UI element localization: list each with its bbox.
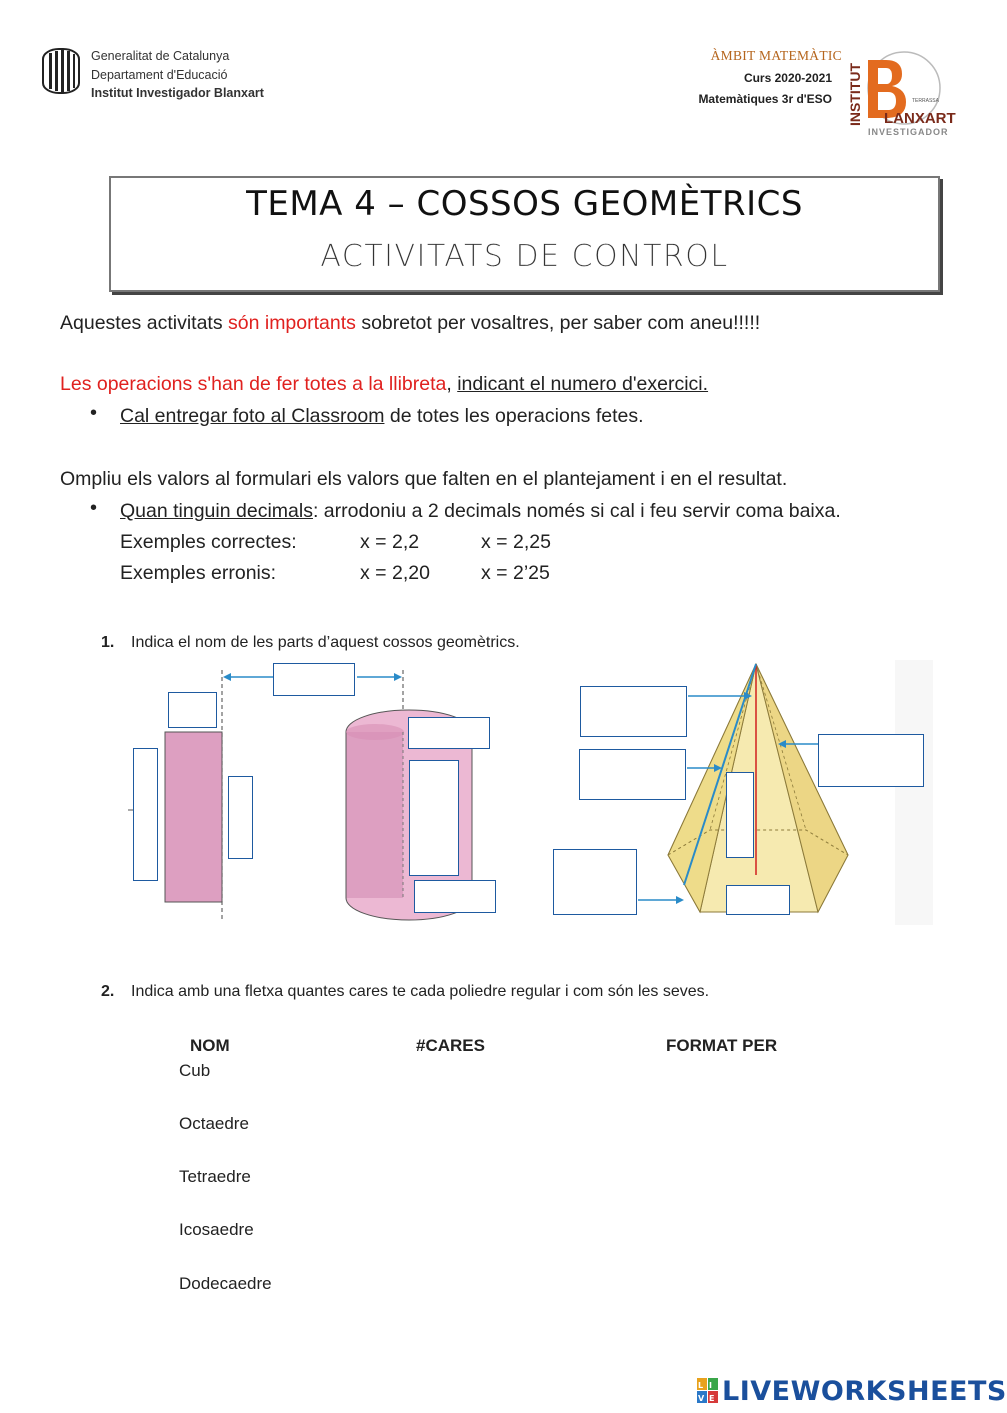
answer-box-face[interactable] xyxy=(818,734,924,787)
instructions-underlined: indicant el numero d'exercici. xyxy=(457,373,709,395)
answer-box-height[interactable] xyxy=(726,772,754,858)
answer-box-circumference[interactable] xyxy=(273,663,355,696)
list-item: Icosaedre xyxy=(179,1220,254,1239)
example-wrong-1: x = 2,20 xyxy=(360,562,430,584)
bullet-dot: • xyxy=(90,402,98,424)
blanxart-logo xyxy=(846,46,956,138)
list-item: Cub xyxy=(179,1061,211,1080)
svg-text:L: L xyxy=(698,1381,704,1390)
bullet-classroom xyxy=(120,405,644,428)
answer-box-base[interactable] xyxy=(726,885,790,915)
intro-text-red: són importants xyxy=(228,312,356,334)
bullet-classroom-rest: de totes les operacions fetes. xyxy=(384,405,644,427)
instructions-red: Les operacions s'han de fer totes a la llibreta xyxy=(60,373,447,395)
bullet-decimals-rest: : arrodoniu a 2 decimals només si cal i feu servir coma baixa. xyxy=(312,500,841,522)
generalitat-emblem-icon xyxy=(42,48,80,94)
instructions-comma: , xyxy=(446,373,458,395)
answer-box-base-top[interactable] xyxy=(408,717,490,749)
ambit-label: ÀMBIT MATEMÀTIC xyxy=(710,48,842,63)
answer-box-apothem[interactable] xyxy=(553,849,637,915)
bullet-classroom-underlined: Cal entregar foto al Classroom xyxy=(120,405,385,427)
answer-box-edge[interactable] xyxy=(579,749,686,800)
subject-label: Matemàtiques 3r d'ESO xyxy=(698,92,832,106)
intro-text-b: sobretot per vosaltres, per saber com aneu!!!!! xyxy=(355,312,761,334)
svg-text:V: V xyxy=(698,1394,705,1403)
page-title: TEMA 4 – COSSOS GEOMÈTRICS xyxy=(246,184,803,224)
gen-line-1: Generalitat de Catalunya xyxy=(91,49,230,63)
logo-terrassa: TERRASSA xyxy=(912,98,939,104)
liveworksheets-badge-icon xyxy=(697,1378,719,1404)
logo-lanxart: LANXART xyxy=(884,110,956,127)
svg-text:I: I xyxy=(709,1381,712,1390)
q2-text: Indica amb una fletxa quantes cares te cada poliedre regular i com són les seves. xyxy=(131,983,710,1000)
answer-box-radius[interactable] xyxy=(168,692,217,728)
examples-wrong-label: Exemples erronis: xyxy=(120,562,277,584)
svg-text:E: E xyxy=(709,1394,715,1403)
instructions-paragraph xyxy=(60,373,708,396)
list-item: Dodecaedre xyxy=(179,1274,272,1293)
column-header-nom: NOM xyxy=(190,1036,230,1055)
logo-investigador: INVESTIGADOR xyxy=(868,127,949,137)
title-box xyxy=(109,176,940,292)
gen-line-2: Departament d'Educació xyxy=(91,67,228,82)
example-wrong-2: x = 2’25 xyxy=(481,562,550,584)
column-header-cares: #CARES xyxy=(416,1036,485,1055)
examples-correct-label: Exemples correctes: xyxy=(120,531,297,553)
q2-number: 2. xyxy=(101,983,115,1000)
answer-box-vertex[interactable] xyxy=(580,686,687,737)
logo-institut: INSTITUT xyxy=(847,63,863,126)
bullet-dot: • xyxy=(90,497,98,519)
intro-paragraph xyxy=(60,312,760,335)
curs-label: Curs 2020-2021 xyxy=(743,71,832,85)
q1-number: 1. xyxy=(101,634,115,651)
institution-block xyxy=(91,47,264,103)
bullet-decimals-underlined: Quan tinguin decimals xyxy=(120,500,313,522)
answer-box-lateral[interactable] xyxy=(228,776,253,859)
bullet-decimals xyxy=(120,500,841,523)
intro-text-a: Aquestes activitats xyxy=(60,312,228,334)
answer-box-lateral-surface[interactable] xyxy=(409,760,459,876)
example-correct-1: x = 2,2 xyxy=(360,531,420,553)
answer-box-base-bottom[interactable] xyxy=(414,880,496,913)
form-instructions: Ompliu els valors al formulari els valors que falten en el plantejament i en el resultat. xyxy=(60,468,788,490)
answer-box-height-net[interactable] xyxy=(133,748,158,881)
page-subtitle: ACTIVITATS DE CONTROL xyxy=(320,239,729,274)
example-correct-2: x = 2,25 xyxy=(481,531,551,553)
q1-text: Indica el nom de les parts d’aquest cossos geomètrics. xyxy=(131,634,520,651)
list-item: Tetraedre xyxy=(179,1167,251,1186)
list-item: Octaedre xyxy=(179,1114,249,1133)
gen-line-3: Institut Investigador Blanxart xyxy=(91,86,264,100)
liveworksheets-brand[interactable]: LIVEWORKSHEETS xyxy=(722,1376,1007,1407)
column-header-format: FORMAT PER xyxy=(666,1036,778,1055)
